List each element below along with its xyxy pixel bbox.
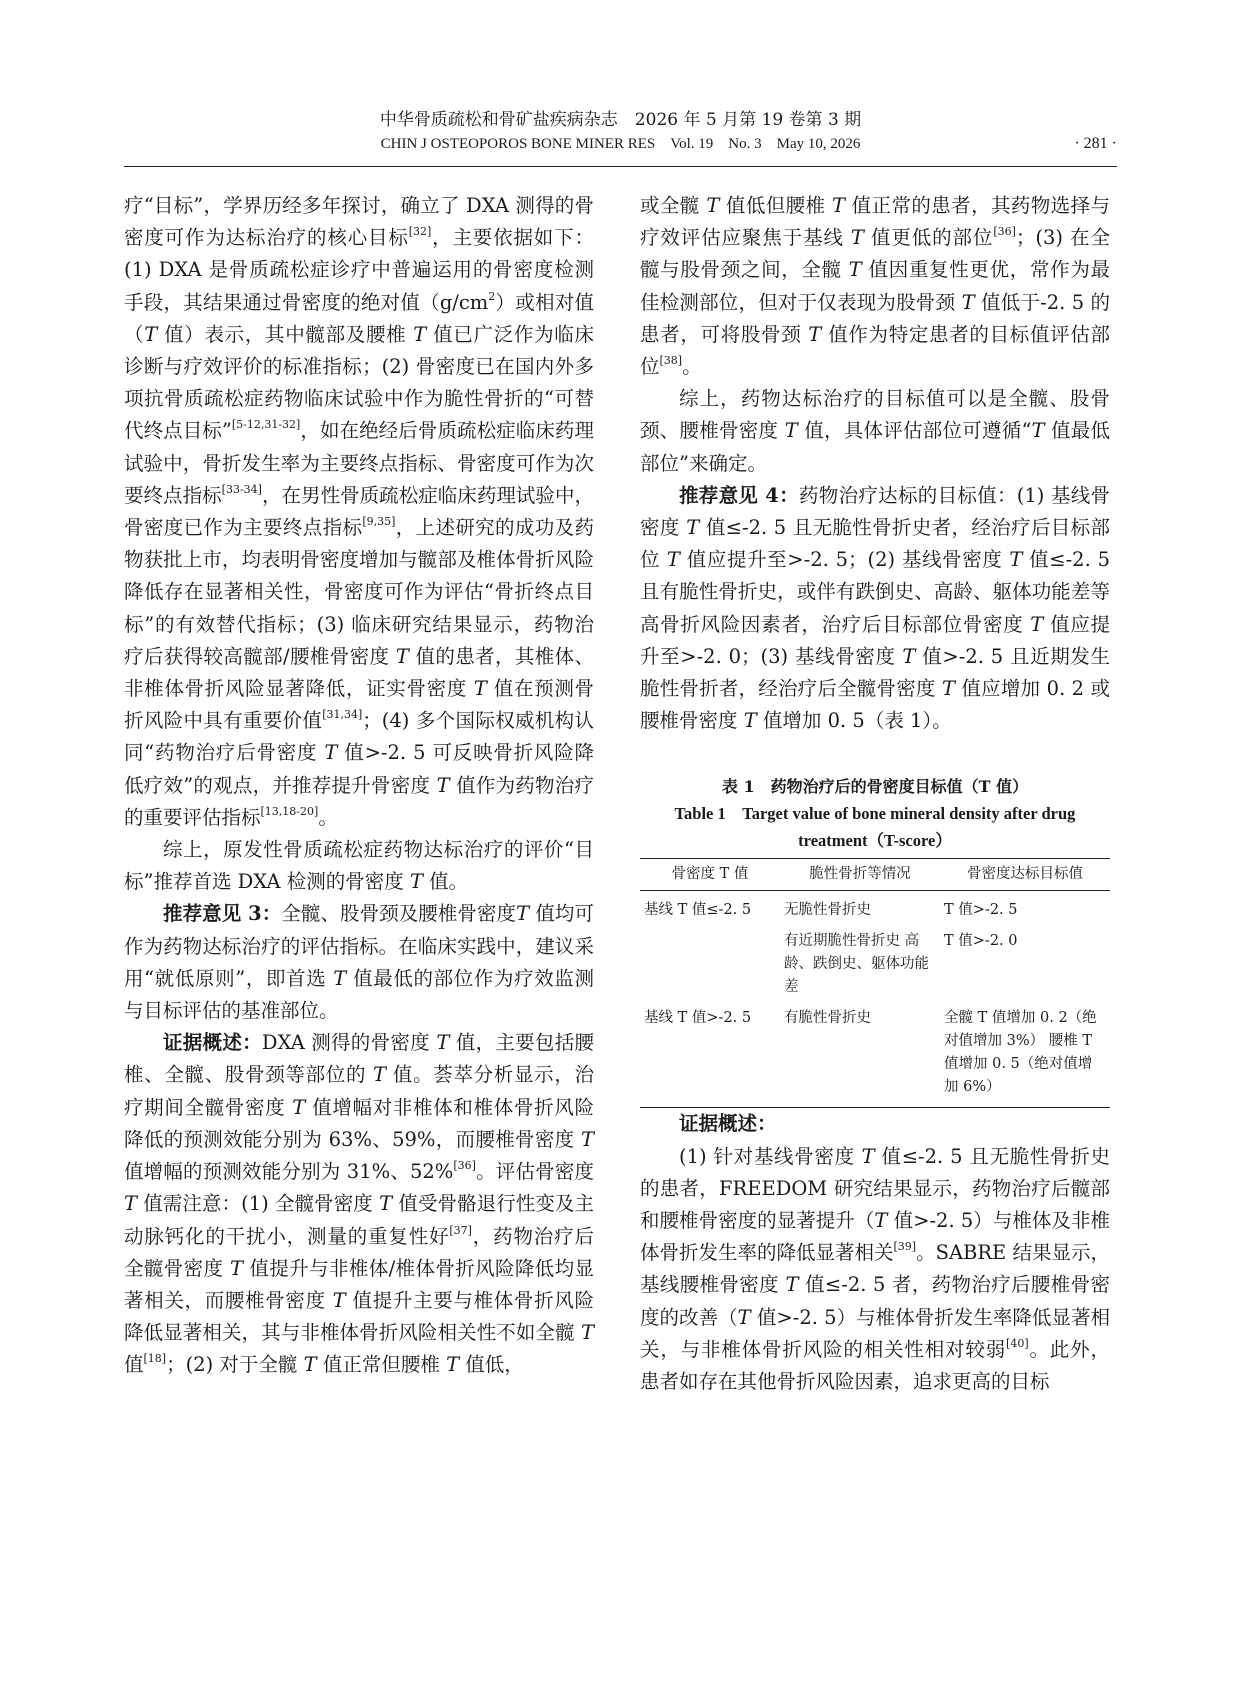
table-cell: 基线 T 值>-2. 5 [640, 1003, 780, 1108]
paragraph: (1) 针对基线骨密度 T 值≤-2. 5 且无脆性骨折史的患者，FREEDOM 研究结果显示，药物治疗后髋部和腰椎骨密度的显著提升（T 值>-2. 5）与椎体及非椎体骨折发生率的降低显著相关[39]。SABRE 结果显示，基线腰椎骨密度 T 值≤-2. 5 者，药物治疗后腰椎骨密度的改善（T 值>-2. 5）与椎体骨折发生率降低显著相关，与非椎体骨折风险的相关性相对较弱[40]。此外，患者如存在其他骨折风险因素，追求更高的目标 [640, 1144, 1110, 1394]
evidence-summary: 证据概述：DXA 测得的骨密度 T 值，主要包括腰椎、全髋、股骨颈等部位的 T 值。荟萃分析显示，治疗期间全髋骨密度 T 值增幅对非椎体和椎体骨折风险降低的预测效能分别为 63%、59%，而腰椎骨密度 T 值增幅的预测效能分别为 31%、52%[36]。评估骨密度 T 值需注意：(1) 全髋骨密度 T 值受骨骼退行性变及主动脉钙化的干扰小，测量的重复性好[37]，药物治疗后全髋骨密度 T 值提升与非椎体/椎体骨折风险降低均显著相关，而腰椎骨密度 T 值提升主要与椎体骨折风险降低显著相关，其与非椎体骨折风险相关性不如全髋 T 值[18]；(2) 对于全髋 T 值正常但腰椎 T 值低， [124, 1031, 595, 1377]
paragraph: 综上，药物达标治疗的目标值可以是全髋、股骨颈、腰椎骨密度 T 值，具体评估部位可遵循“T 值最低部位”来确定。 [640, 387, 1110, 475]
table-caption-cn: 表 1 药物治疗后的骨密度目标值（T 值） [721, 777, 1029, 797]
table-1 [640, 773, 1110, 1108]
table-row [640, 1003, 1110, 1108]
table-caption-en: Table 1 Target value of bone mineral density after drug treatment（T-score） [674, 804, 1076, 851]
table-row [640, 891, 1110, 927]
table-cell: 全髋 T 值增加 0. 2（绝对值增加 3%） 腰椎 T 值增加 0. 5（绝对值增加 6%） [940, 1003, 1110, 1108]
header-rule [124, 166, 1117, 167]
paragraph: 综上，原发性骨质疏松症药物达标治疗的评价“目标”推荐首选 DXA 检测的骨密度 T 值。 [124, 838, 594, 894]
evidence-summary-heading: 证据概述： [679, 1112, 777, 1136]
table-cell: 有近期脆性骨折史 高龄、跌倒史、躯体功能差 [784, 933, 929, 996]
table-cell: 基线 T 值≤-2. 5 [644, 902, 752, 919]
journal-title-cn: 中华骨质疏松和骨矿盐疾病杂志 2026 年 5 月第 19 卷第 3 期 [379, 110, 862, 130]
right-column [640, 190, 1110, 1398]
table-cell: T 值>-2. 0 [944, 933, 1018, 950]
bmd-target-table [640, 858, 1110, 1108]
recommendation-4: 推荐意见 4：药物治疗达标的目标值：(1) 基线骨密度 T 值≤-2. 5 且无脆性骨折史者，经治疗后目标部位 T 值应提升至>-2. 5；(2) 基线骨密度 T 值≤-2. 5 且有脆性骨折史，或伴有跌倒史、高龄、躯体功能差等高骨折风险因素者，治疗后目标部位骨密度 T 值应提升至>-2. 0；(3) 基线骨密度 T 值>-2. 5 且近期发生脆性骨折者，经治疗后全髋骨密度 T 值应增加 0. 2 或腰椎骨密度 T 值增加 0. 5（表 1）。 [640, 483, 1110, 733]
table-cell [640, 926, 780, 1003]
left-column [124, 190, 594, 1382]
recommendation-3: 推荐意见 3：全髋、股骨颈及腰椎骨密度T 值均可作为药物达标治疗的评估指标。在临床实践中，建议采用“就低原则”，即首选 T 值最低的部位作为疗效监测与目标评估的基准部位。 [124, 902, 595, 1023]
running-header [124, 108, 1117, 156]
table-cell: T 值>-2. 5 [944, 902, 1018, 919]
journal-title-en [124, 132, 1117, 156]
table-header: 骨密度 T 值 [640, 859, 780, 891]
table-header: 骨密度达标目标值 [940, 859, 1110, 891]
table-row [640, 926, 1110, 1003]
paragraph: 或全髋 T 值低但腰椎 T 值正常的患者，其药物选择与疗效评估应聚焦于基线 T 值更低的部位[36]；(3) 在全髋与股骨颈之间，全髋 T 值因重复性更优，常作为最佳检测部位，但对于仅表现为股骨颈 T 值低于-2. 5 的患者，可将股骨颈 T 值作为特定患者的目标值评估部位[38]。 [640, 194, 1111, 379]
page-number: · 281 · [1074, 135, 1117, 152]
table-header: 脆性骨折等情况 [780, 859, 940, 891]
journal-issue-en: CHIN J OSTEOPOROS BONE MINER RES Vol. 19 No. 3 May 10, 2026 [380, 136, 861, 152]
table-cell: 无脆性骨折史 [784, 902, 871, 919]
paragraph: 疗“目标”，学界历经多年探讨，确立了 DXA 测得的骨密度可作为达标治疗的核心目标[32]，主要依据如下：(1) DXA 是骨质疏松症诊疗中普遍运用的骨密度检测手段，其结果通过骨密度的绝对值$(g/cm^2)$或相对值（T 值）表示，其中髋部及腰椎 T 值已广泛作为临床诊断与疗效评价的标准指标；(2) 骨密度已在国内外多项抗骨质疏松症药物临床试验中作为脆性骨折的“可替代终点目标”[5-12,31-32]，如在绝经后骨质疏松症临床药理试验中，骨折发生率为主要终点指标、骨密度可作为次要终点指标[33-34]，在男性骨质疏松症临床药理试验中，骨密度已作为主要终点指标[9,35]，上述研究的成功及药物获批上市，均表明骨密度增加与髋部及椎体骨折风险降低存在显著相关性，骨密度可作为评估“骨折终点目标”的有效替代指标；(3) 临床研究结果显示，药物治疗后获得较高髋部/腰椎骨密度 T 值的患者，其椎体、非椎体骨折风险显著降低，证实骨密度 T 值在预测骨折风险中具有重要价值[31,34]；(4) 多个国际权威机构认同“药物治疗后骨密度 T 值>-2. 5 可反映骨折风险降低疗效”的观点，并推荐提升骨密度 T 值作为药物治疗的重要评估指标[13,18-20]。 [124, 194, 595, 829]
table-cell: 有脆性骨折史 [780, 1003, 940, 1108]
